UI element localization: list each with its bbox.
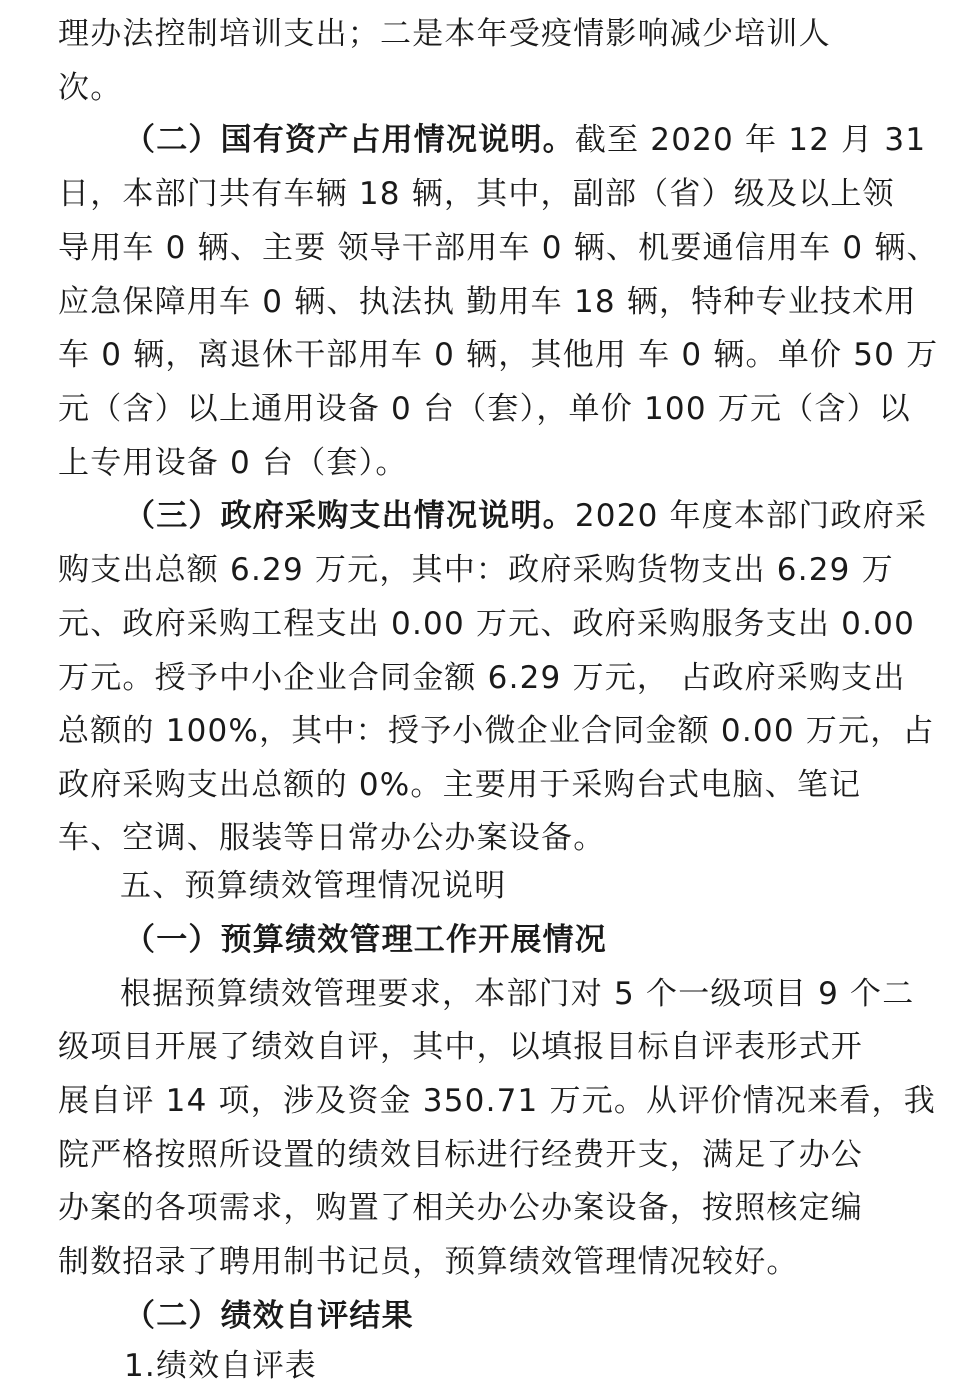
text-line — [120, 974, 914, 1014]
body-text: 万元。授予中小企业合同金额 6.29 万元， 占政府采购支出 — [58, 660, 906, 696]
text-line — [124, 920, 607, 960]
body-text: 根据预算绩效管理要求，本部门对 5 个一级项目 9 个二 — [120, 976, 915, 1012]
body-text: 理办法控制培训支出；二是本年受疫情影响减少培训人 — [58, 16, 831, 52]
text-line — [58, 550, 894, 590]
body-text: 截至 2020 年 12 月 31 — [574, 122, 927, 158]
body-text: 政府采购支出总额的 0%。主要用于采购台式电脑、笔记 — [58, 767, 862, 803]
text-line — [124, 496, 927, 536]
text-line — [58, 1027, 863, 1067]
text-line — [58, 711, 935, 751]
section-heading: （二）国有资产占用情况说明。 — [124, 122, 575, 158]
body-text: 展自评 14 项，涉及资金 350.71 万元。从评价情况来看，我 — [58, 1083, 936, 1119]
body-text: 院严格按照所设置的绩效目标进行经费开支，满足了办公 — [58, 1137, 863, 1173]
text-line — [58, 604, 915, 644]
text-line — [58, 335, 938, 375]
body-text: 日，本部门共有车辆 18 辆，其中，副部（省）级及以上领 — [58, 176, 895, 212]
text-line — [58, 1188, 863, 1228]
body-text: 上专用设备 0 台（套）。 — [58, 445, 408, 481]
text-line — [58, 14, 831, 54]
text-line — [58, 765, 861, 805]
text-line — [58, 818, 605, 858]
body-text: 总额的 100%，其中：授予小微企业合同金额 0.00 万元，占 — [58, 713, 935, 749]
body-text: 次。 — [58, 70, 123, 106]
body-text: 车、空调、服装等日常办公办案设备。 — [58, 820, 606, 856]
text-line — [58, 1135, 863, 1175]
body-text: 五、预算绩效管理情况说明 — [120, 868, 507, 904]
text-line — [58, 389, 911, 429]
text-line — [124, 1296, 414, 1336]
body-text: 应急保障用车 0 辆、执法执 勤用车 18 辆，特种专业技术用 — [58, 284, 917, 320]
body-text: 元、政府采购工程支出 0.00 万元、政府采购服务支出 0.00 — [58, 606, 916, 642]
section-heading: （一）预算绩效管理工作开展情况 — [124, 922, 607, 958]
text-line — [120, 866, 506, 906]
body-text: 级项目开展了绩效自评，其中，以填报目标自评表形式开 — [58, 1029, 863, 1065]
body-text: 2020 年度本部门政府采 — [574, 498, 928, 534]
body-text: 制数招录了聘用制书记员，预算绩效管理情况较好。 — [58, 1244, 799, 1280]
text-line — [58, 282, 917, 322]
text-line — [58, 228, 939, 268]
body-text: 1.绩效自评表 — [124, 1348, 317, 1384]
section-heading: （三）政府采购支出情况说明。 — [124, 498, 575, 534]
text-line — [124, 1346, 317, 1386]
section-heading: （二）绩效自评结果 — [124, 1298, 414, 1334]
text-line — [58, 1242, 799, 1282]
text-line — [58, 1081, 936, 1121]
body-text: 导用车 0 辆、主要 领导干部用车 0 辆、机要通信用车 0 辆、 — [58, 230, 939, 266]
body-text: 办案的各项需求，购置了相关办公办案设备，按照核定编 — [58, 1190, 863, 1226]
body-text: 车 0 辆，离退休干部用车 0 辆，其他用 车 0 辆。单价 50 万 — [58, 337, 939, 373]
text-line — [58, 658, 906, 698]
body-text: 购支出总额 6.29 万元，其中：政府采购货物支出 6.29 万 — [58, 552, 894, 588]
body-text: 元（含）以上通用设备 0 台（套），单价 100 万元（含）以 — [58, 391, 912, 427]
text-line — [124, 120, 926, 160]
text-line — [58, 68, 122, 108]
text-line — [58, 174, 895, 214]
text-line — [58, 443, 408, 483]
